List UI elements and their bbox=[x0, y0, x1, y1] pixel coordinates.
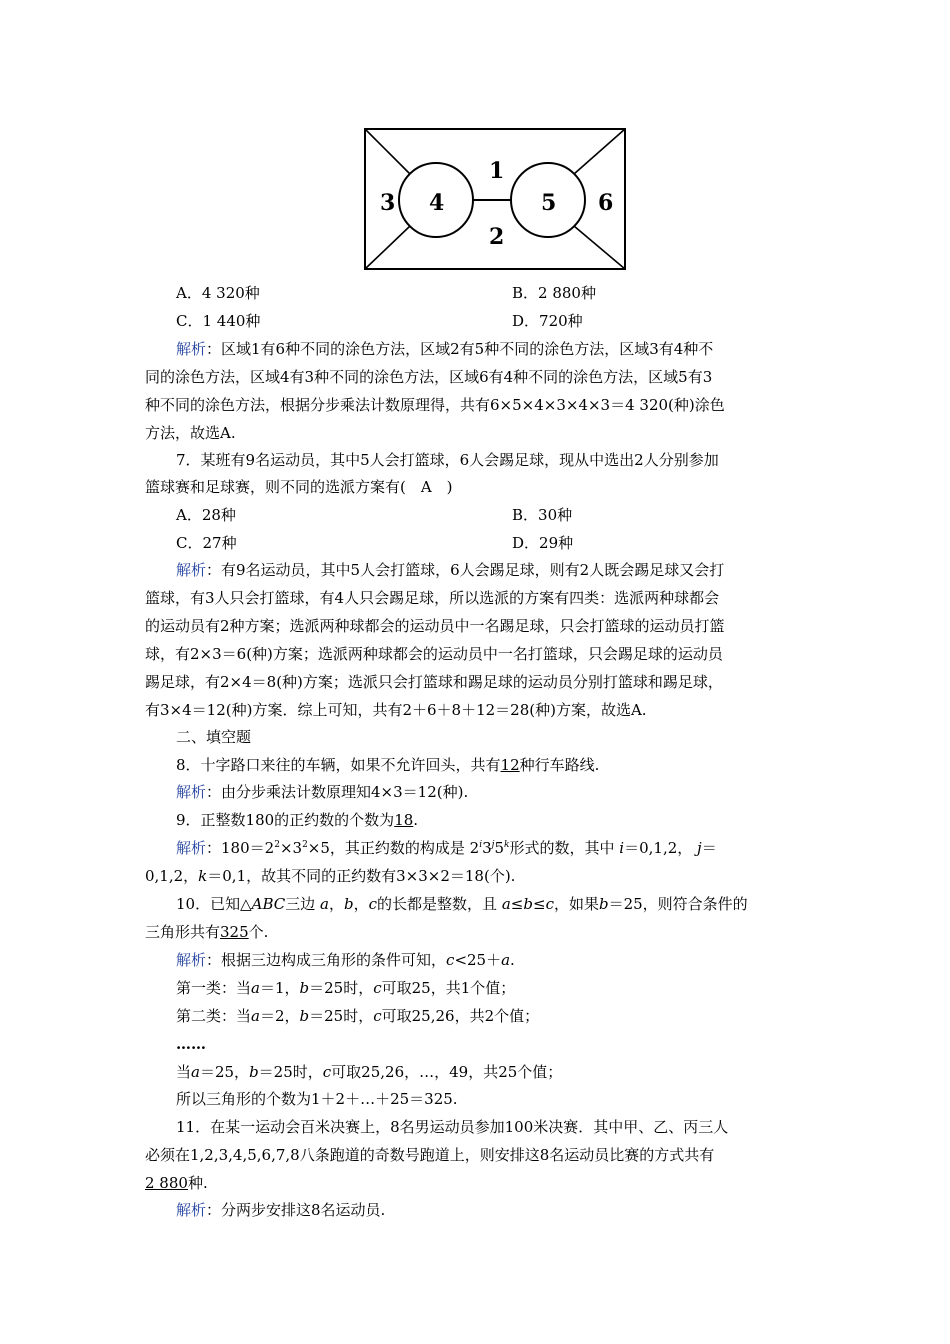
var-abc: ABC bbox=[251, 895, 286, 913]
q10-c2: ＝2， bbox=[259, 1007, 300, 1025]
analysis-label: 解析 bbox=[176, 561, 207, 579]
q6-option-b: B．2 880种 bbox=[512, 284, 596, 302]
q9-exp: 2 bbox=[274, 840, 280, 850]
q6-analysis-line-3: 种不同的涂色方法，根据分步乘法计数原理得，共有6×5×4×3×4×3＝4 320(种)涂色 bbox=[145, 396, 725, 414]
q10-case-2 bbox=[176, 1002, 539, 1030]
var-c: c bbox=[322, 1063, 332, 1081]
q9-analysis-line-1 bbox=[176, 834, 717, 862]
q8-analysis bbox=[176, 778, 468, 806]
q8-stem-pre: 8．十字路口来往的车辆，如果不允许回头，共有 bbox=[176, 756, 501, 774]
var-a: a bbox=[251, 1007, 260, 1025]
q6-option-d: D．720种 bbox=[512, 312, 583, 330]
q10-ellipsis: …… bbox=[176, 1035, 206, 1053]
q9-stem-pre: 9．正整数180的正约数的个数为 bbox=[176, 811, 395, 829]
q10-c3: 可取25,26，…，49，共25个值； bbox=[331, 1063, 563, 1081]
q6-analysis-text: ：区域1有6种不同的涂色方法，区域2有5种不同的涂色方法，区域3有4种不 bbox=[206, 340, 714, 358]
var-i: i bbox=[479, 840, 483, 850]
q9-answer: 18 bbox=[394, 811, 414, 829]
q10-c3: ＝25时， bbox=[258, 1063, 323, 1081]
q10-s1: 10．已知△ bbox=[176, 895, 252, 913]
var-a: a bbox=[501, 951, 511, 969]
q11-stem-line-3 bbox=[145, 1169, 208, 1197]
q10-s1: ＝25，则符合条件的 bbox=[608, 895, 748, 913]
var-i: i bbox=[619, 839, 625, 857]
analysis-label: 解析 bbox=[176, 340, 207, 358]
q10-case-n bbox=[176, 1058, 562, 1086]
q9-a1-jv: ＝ bbox=[701, 839, 717, 857]
q7-analysis-line-6: 有3×4＝12(种)方案．综上可知，共有2＋6＋8＋12＝28(种)方案，故选A. bbox=[145, 701, 647, 719]
q9-a1-mid: ×3 bbox=[279, 839, 303, 857]
q10-s1: 三边 bbox=[285, 895, 316, 913]
q10-c3: ＝25， bbox=[199, 1063, 250, 1081]
q9-base-5: 5 bbox=[494, 839, 505, 857]
q6-analysis-line-4: 方法，故选A. bbox=[145, 424, 236, 442]
q10-a1: <25＋ bbox=[454, 951, 502, 969]
var-c: c bbox=[373, 979, 382, 997]
var-a: a bbox=[251, 979, 260, 997]
figure-diagonal-bottom-left bbox=[365, 226, 410, 269]
q7-analysis-line-3: 的运动员有2种方案；选派两种球都会的运动员中一名踢足球，只会打篮球的运动员打篮 bbox=[145, 617, 725, 635]
region-label-2: 2 bbox=[489, 224, 505, 250]
q10-a1: . bbox=[510, 951, 515, 969]
q7-option-a: A．28种 bbox=[176, 506, 236, 524]
analysis-label: 解析 bbox=[176, 1201, 207, 1219]
q9-a1-mid2: ×5，其正约数的构成是 2 bbox=[307, 839, 480, 857]
q10-c1: 第一类：当 bbox=[176, 979, 252, 997]
q10-s1: ≤ bbox=[532, 895, 546, 913]
var-b: b bbox=[249, 1063, 259, 1081]
q7-stem-line-2: 篮球赛和足球赛，则不同的选派方案有( A ) bbox=[145, 478, 453, 496]
q8-stem-post: 种行车路线. bbox=[519, 756, 600, 774]
q10-answer: 325 bbox=[220, 923, 249, 941]
region-coloring-figure bbox=[360, 126, 630, 272]
var-c: c bbox=[446, 951, 455, 969]
q10-s2-pre: 三角形共有 bbox=[145, 923, 221, 941]
q9-base-3: 3 bbox=[482, 839, 492, 857]
q11-stem-line-1: 11．在某一运动会百米决赛上，8名男运动员参加100米决赛．其中甲、乙、丙三人 bbox=[176, 1118, 729, 1136]
q6-option-a: A．4 320种 bbox=[176, 284, 260, 302]
q10-case-1 bbox=[176, 974, 515, 1002]
var-b: b bbox=[299, 979, 310, 997]
q7-analysis-line-4: 球，有2×3＝6(种)方案；选派两种球都会的运动员中一名打篮球，只会踢足球的运动员 bbox=[145, 645, 723, 663]
q9-stem-post: . bbox=[413, 811, 419, 829]
figure-diagonal-bottom-right bbox=[574, 226, 625, 269]
region-label-4: 4 bbox=[429, 190, 445, 216]
q10-s1: ，如果 bbox=[553, 895, 599, 913]
q7-option-c: C．27种 bbox=[176, 534, 237, 552]
q10-s2-post: 个. bbox=[248, 923, 269, 941]
q9-a2-pre: 0,1,2， bbox=[145, 867, 199, 885]
region-label-3: 3 bbox=[380, 190, 396, 216]
q11-stem-post: 种. bbox=[187, 1174, 208, 1192]
q7-stem-line-1: 7．某班有9名运动员，其中5人会打篮球，6人会踢足球，现从中选出2人分别参加 bbox=[176, 451, 719, 469]
q10-a1: ：根据三边构成三角形的条件可知， bbox=[206, 951, 447, 969]
q10-conclusion: 所以三角形的个数为1＋2＋…＋25＝325. bbox=[176, 1090, 458, 1108]
q7-option-b: B．30种 bbox=[512, 506, 573, 524]
q8-analysis-text: ：由分步乘法计数原理知4×3＝12(种). bbox=[206, 783, 469, 801]
q10-s1: ， bbox=[329, 895, 345, 913]
q9-a2-post: ＝0,1，故其不同的正约数有3×3×2＝18(个). bbox=[207, 867, 516, 885]
region-label-5: 5 bbox=[541, 190, 557, 216]
q10-c3: 当 bbox=[176, 1063, 192, 1081]
q6-analysis-line-1 bbox=[176, 335, 713, 363]
var-a: a bbox=[320, 895, 329, 913]
var-j: j bbox=[491, 840, 495, 850]
var-c: c bbox=[373, 1007, 382, 1025]
var-k: k bbox=[504, 840, 510, 850]
figure-diagonal-top-right bbox=[574, 129, 625, 174]
analysis-label: 解析 bbox=[176, 783, 207, 801]
var-j: j bbox=[697, 839, 702, 857]
q7-analysis-line-1 bbox=[176, 556, 724, 584]
q10-c2: 第二类：当 bbox=[176, 1007, 252, 1025]
q9-a1-tail: 形式的数，其中 bbox=[509, 839, 615, 857]
q8-stem bbox=[176, 751, 599, 779]
section-title-fill-in: 二、填空题 bbox=[176, 728, 252, 746]
q7-analysis-text: ：有9名运动员，其中5人会打篮球，6人会踢足球，则有2人既会踢足球又会打 bbox=[206, 561, 725, 579]
q9-a1-iv: ＝0,1,2， bbox=[624, 839, 693, 857]
var-b: b bbox=[299, 1007, 310, 1025]
var-a: a bbox=[501, 895, 511, 913]
q11-stem-line-2: 必须在1,2,3,4,5,6,7,8八条跑道的奇数号跑道上，则安排这8名运动员比赛的方式共有 bbox=[145, 1146, 715, 1164]
q11-answer: 2 880 bbox=[145, 1174, 188, 1192]
q6-option-c: C．1 440种 bbox=[176, 312, 261, 330]
q10-s1: ， bbox=[353, 895, 369, 913]
q11-analysis bbox=[176, 1196, 385, 1224]
var-b: b bbox=[598, 895, 609, 913]
q10-c1: 可取25，共1个值； bbox=[381, 979, 516, 997]
region-label-6: 6 bbox=[598, 190, 614, 216]
region-label-1: 1 bbox=[489, 158, 505, 184]
q10-c2: 可取25,26，共2个值； bbox=[381, 1007, 540, 1025]
q7-analysis-line-2: 篮球，有3人只会打篮球，有4人只会踢足球，所以选派的方案有四类：选派两种球都会 bbox=[145, 589, 720, 607]
q10-s1: 的长都是整数，且 bbox=[377, 895, 498, 913]
analysis-label: 解析 bbox=[176, 951, 207, 969]
q10-stem-line-1 bbox=[176, 890, 748, 918]
q7-option-d: D．29种 bbox=[512, 534, 574, 552]
var-b: b bbox=[344, 895, 354, 913]
q10-stem-line-2 bbox=[145, 918, 268, 946]
q7-analysis-line-5: 踢足球，有2×4＝8(种)方案；选派只会打篮球和踢足球的运动员分别打篮球和踢足球， bbox=[145, 673, 723, 691]
q6-analysis-line-2: 同的涂色方法，区域4有3种不同的涂色方法，区域6有4种不同的涂色方法，区域5有3 bbox=[145, 368, 713, 386]
q11-analysis-text: ：分两步安排这8名运动员. bbox=[206, 1201, 386, 1219]
var-c: c bbox=[545, 895, 554, 913]
q10-s1: ≤ bbox=[510, 895, 524, 913]
var-a: a bbox=[191, 1063, 200, 1081]
var-c: c bbox=[368, 895, 378, 913]
var-b: b bbox=[523, 895, 533, 913]
analysis-label: 解析 bbox=[176, 839, 207, 857]
var-k: k bbox=[198, 867, 208, 885]
figure-diagonal-top-left bbox=[365, 129, 410, 174]
q10-c2: ＝25时， bbox=[309, 1007, 374, 1025]
q10-c1: ＝1， bbox=[259, 979, 300, 997]
q8-answer: 12 bbox=[500, 756, 520, 774]
q9-analysis-line-2 bbox=[145, 862, 515, 890]
q9-stem bbox=[176, 806, 418, 834]
q9-a1-pre: ：180＝2 bbox=[206, 839, 275, 857]
q10-analysis-line-1 bbox=[176, 946, 515, 974]
q9-exp: 2 bbox=[302, 840, 308, 850]
q10-c1: ＝25时， bbox=[309, 979, 374, 997]
